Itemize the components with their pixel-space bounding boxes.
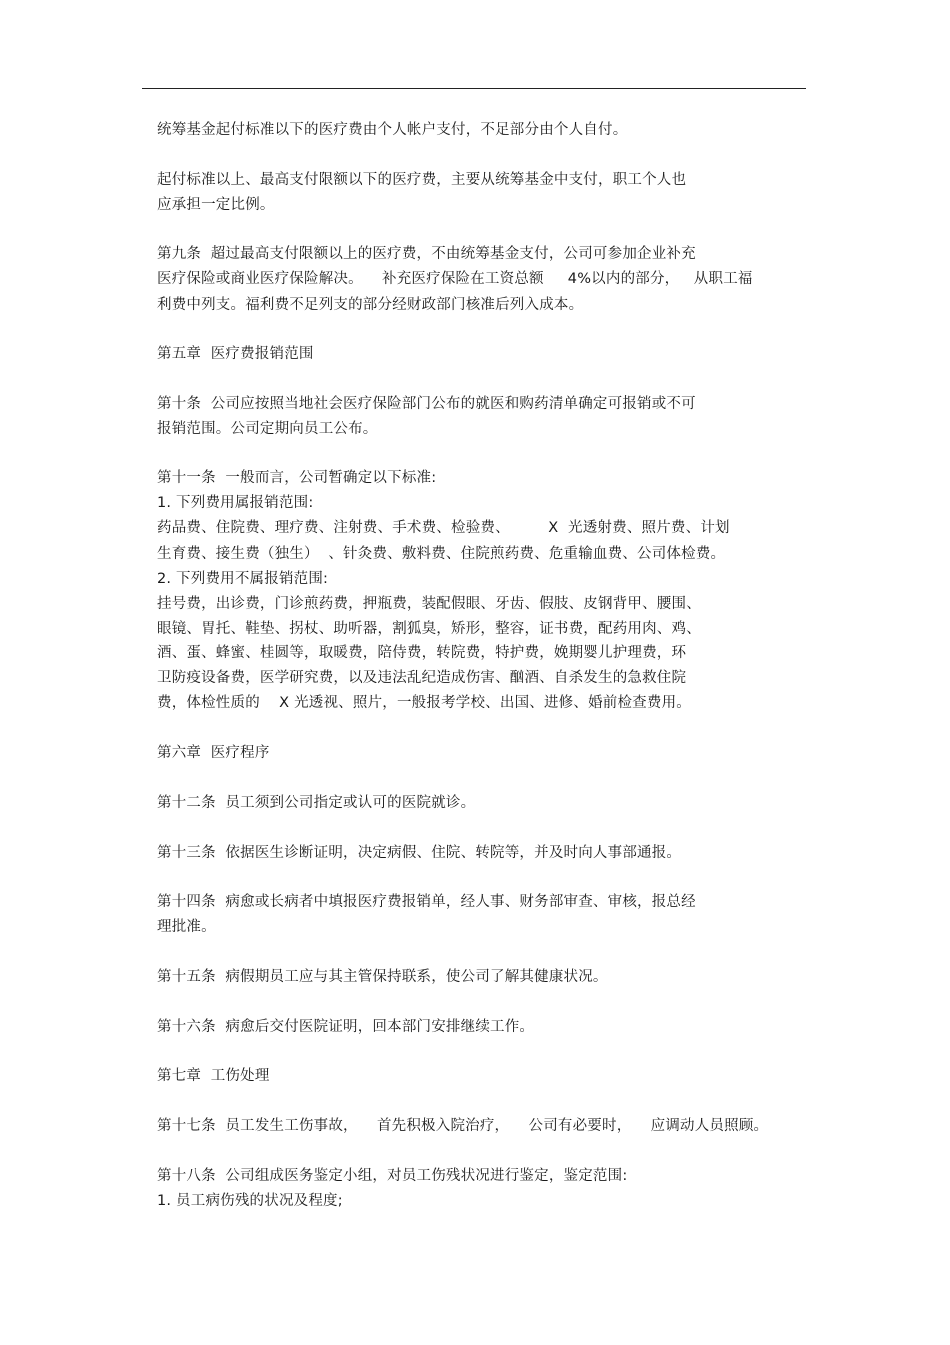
text-line: 药品费、住院费、理疗费、注射费、手术费、检验费、 X 光透射费、照片费、计划	[157, 520, 730, 536]
text-line: 第十七条 员工发生工伤事故， 首先积极入院治疗， 公司有必要时， 应调动人员照顾。	[157, 1118, 769, 1134]
text-line: 第十一条 一般而言，公司暂确定以下标准:	[157, 470, 437, 486]
text-line: 统筹基金起付标准以下的医疗费由个人帐户支付，不足部分由个人自付。	[157, 122, 628, 138]
chapter-heading: 第五章 医疗费报销范围	[157, 346, 314, 362]
text-line: 1. 下列费用属报销范围:	[157, 495, 314, 511]
text-line: 第十四条 病愈或长病者中填报医疗费报销单，经人事、财务部审查、审核，报总经	[157, 894, 696, 910]
text-line: 利费中列支。福利费不足列支的部分经财政部门核准后列入成本。	[157, 297, 584, 313]
text-line: 第十六条 病愈后交付医院证明，回本部门安排继续工作。	[157, 1019, 535, 1035]
text-line: 起付标准以上、最高支付限额以下的医疗费，主要从统筹基金中支付，职工个人也	[157, 172, 687, 188]
text-line: 第九条 超过最高支付限额以上的医疗费，不由统筹基金支付，公司可参加企业补充	[157, 246, 696, 262]
text-line: 生育费、接生费（独生） 、针灸费、敷料费、住院煎药费、危重输血费、公司体检费。	[157, 546, 726, 562]
text-line: 理批准。	[157, 919, 216, 935]
text-line: 眼镜、胃托、鞋垫、拐杖、助听器，割狐臭，矫形，整容，证书费，配药用肉、鸡、	[157, 621, 701, 637]
text-line: 第十二条 员工须到公司指定或认可的医院就诊。	[157, 795, 476, 811]
text-line: 卫防疫设备费，医学研究费，以及违法乱纪造成伤害、酗酒、自杀发生的急救住院	[157, 670, 687, 686]
text-line: 第十八条 公司组成医务鉴定小组，对员工伤残状况进行鉴定，鉴定范围:	[157, 1168, 628, 1184]
text-line: 第十五条 病假期员工应与其主管保持联系，使公司了解其健康状况。	[157, 969, 608, 985]
header-rule	[142, 88, 806, 89]
text-line: 1. 员工病伤残的状况及程度;	[157, 1193, 343, 1209]
text-line: 挂号费，出诊费，门诊煎药费，押瓶费，装配假眼、牙齿、假肢、皮钢背甲、腰围、	[157, 596, 701, 612]
text-line: 费，体检性质的 X 光透视、照片，一般报考学校、出国、进修、婚前检查费用。	[157, 695, 691, 711]
chapter-heading: 第七章 工伤处理	[157, 1068, 270, 1084]
text-line: 2. 下列费用不属报销范围:	[157, 571, 329, 587]
text-line: 医疗保险或商业医疗保险解决。 补充医疗保险在工资总额 4%以内的部分， 从职工福	[157, 271, 753, 287]
text-line: 第十三条 依据医生诊断证明，决定病假、住院、转院等，并及时向人事部通报。	[157, 845, 682, 861]
text-line: 报销范围。公司定期向员工公布。	[157, 421, 378, 437]
text-line: 第十条 公司应按照当地社会医疗保险部门公布的就医和购药清单确定可报销或不可	[157, 396, 696, 412]
text-line: 应承担一定比例。	[157, 197, 275, 213]
chapter-heading: 第六章 医疗程序	[157, 745, 270, 761]
text-line: 酒、蛋、蜂蜜、桂圆等，取暖费，陪侍费，转院费，特护费，娩期婴儿护理费，环	[157, 645, 687, 661]
